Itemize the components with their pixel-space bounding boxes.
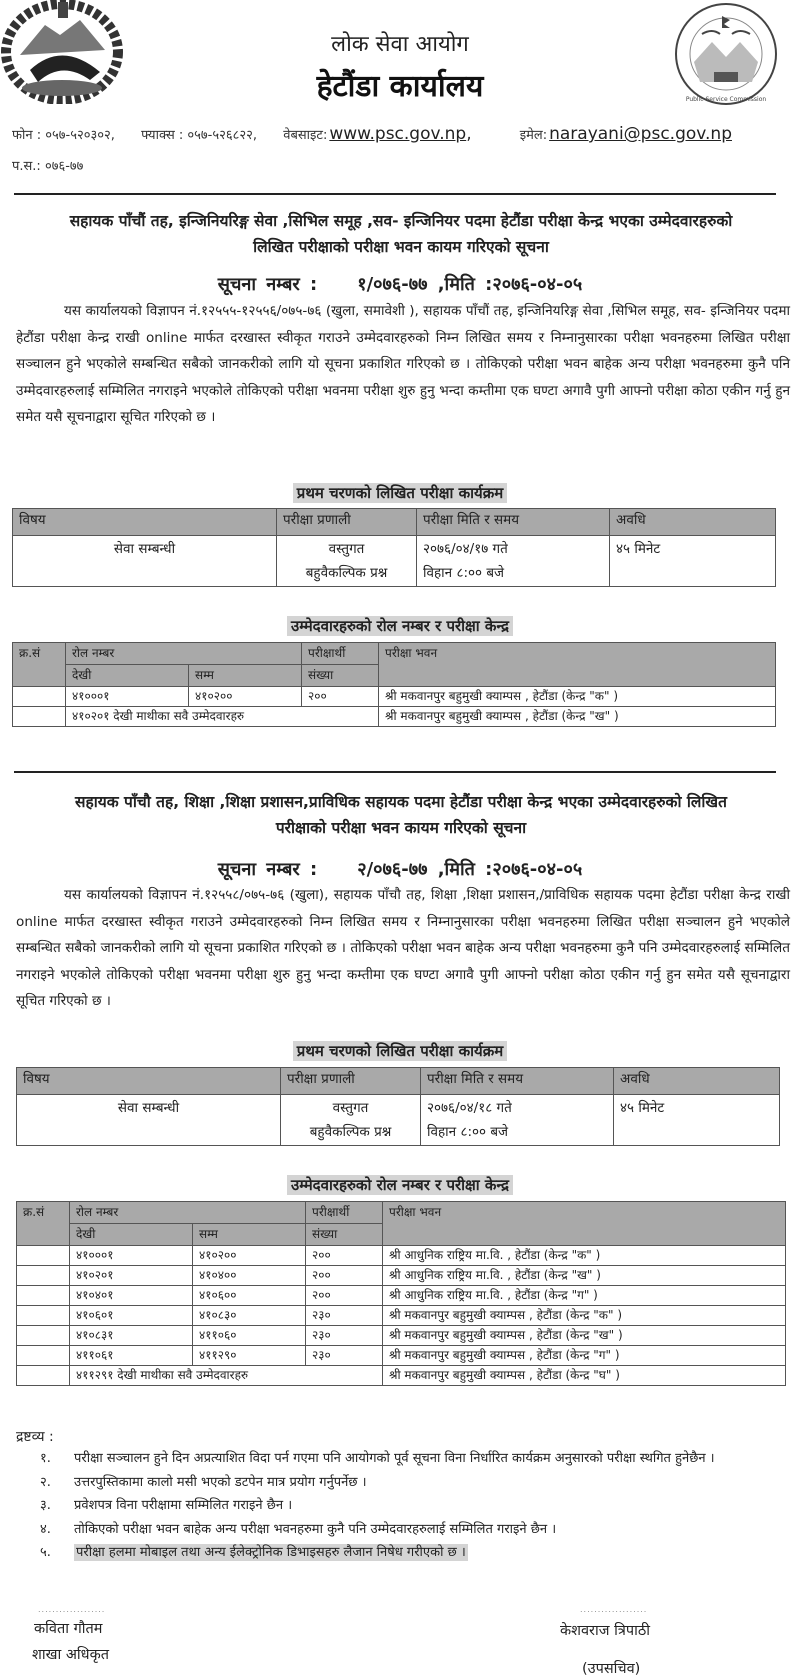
divider	[14, 771, 776, 773]
header-from: देखी	[66, 665, 189, 687]
subject: सेवा सम्बन्धी	[13, 536, 277, 587]
notice2-roll-table	[16, 1201, 786, 1386]
table-row	[17, 1326, 786, 1346]
notes-list	[40, 1447, 715, 1565]
notice2-roll-heading: उम्मेदवारहरुको रोल नम्बर र परीक्षा केन्द्र	[287, 1175, 513, 1195]
phone: फोन : ०५७-५२०३०२,	[12, 128, 115, 143]
header-from: देखी	[70, 1224, 193, 1246]
org-name: लोक सेवा आयोग	[331, 32, 469, 57]
exam-system-line1: वस्तुगत	[332, 1100, 369, 1116]
notice1-number-value: १/०७६-७७ ,मिति :२०७६-०४-०५	[357, 274, 583, 295]
serial-number	[17, 1346, 70, 1366]
left-signatory-title: शाखा अधिकृत	[32, 1647, 109, 1663]
notes-heading: द्रष्टव्य :	[16, 1429, 54, 1445]
notice2-number-label: सूचना नम्बर :	[217, 859, 318, 880]
candidate-count: २००	[306, 1246, 383, 1266]
header-system: परीक्षा प्रणाली	[277, 509, 417, 536]
roll-from: ४१०२०१	[70, 1266, 193, 1286]
roll-to: ४११२९०	[193, 1346, 306, 1366]
exam-hall: श्री मकवानपुर बहुमुखी क्याम्पस , हेटौंडा (केन्द्र "ग" )	[383, 1346, 786, 1366]
notice1-schedule-table	[12, 508, 776, 587]
candidate-count: २००	[306, 1266, 383, 1286]
notice1-title	[16, 208, 786, 260]
duration: ४५ मिनेट	[614, 1095, 780, 1146]
notice1-schedule-heading: प्रथम चरणको लिखित परीक्षा कार्यक्रम	[293, 483, 507, 503]
roll-from: ४१०४०१	[70, 1286, 193, 1306]
office-name: हेटौंडा कार्यालय	[316, 69, 484, 104]
candidate-count: २००	[306, 1286, 383, 1306]
candidate-count: २३०	[306, 1326, 383, 1346]
note-item	[40, 1518, 715, 1542]
serial-number	[17, 1266, 70, 1286]
roll-from: ४१०००१	[66, 687, 189, 707]
exam-datetime	[421, 1095, 614, 1146]
notice2-title-line1: सहायक पाँचौ तह, शिक्षा ,शिक्षा प्रशासन,प्राविधिक सहायक पदमा हेटौंडा परीक्षा केन्द्र भएका उम्मेदवारहरुको लिखित	[75, 793, 727, 811]
table-row	[17, 1306, 786, 1326]
website-link[interactable]: www.psc.gov.np	[329, 124, 467, 144]
header-subject: विषय	[13, 509, 277, 536]
roll-to: ४१०२००	[189, 687, 302, 707]
exam-system-line2: बहुवैकल्पिक प्रश्न	[309, 1124, 392, 1140]
exam-system-line2: बहुवैकल्पिक प्रश्न	[305, 565, 388, 581]
exam-time: विहान ८:०० बजे	[423, 565, 505, 581]
exam-date: २०७६/०४/१७ गते	[423, 541, 508, 557]
right-signature-line: ...................	[580, 1605, 648, 1614]
website-group	[283, 124, 493, 144]
header-count-line2: संख्या	[306, 1224, 383, 1246]
table-row	[13, 687, 776, 707]
notice2-roll-heading-wrap	[0, 1175, 800, 1195]
left-signature-line: ...................	[38, 1605, 106, 1614]
notice2-number-value: २/०७६-७७ ,मिति :२०७६-०४-०५	[357, 859, 583, 880]
notice2-schedule-table	[16, 1067, 780, 1146]
header-count: परीक्षार्थी	[306, 1202, 383, 1224]
note-text: प्रवेशपत्र विना परीक्षामा सम्मिलित गराइने छैन ।	[74, 1498, 293, 1513]
header-to: सम्म	[193, 1224, 306, 1246]
psc-seal-text: Public Service Commission	[685, 96, 767, 103]
right-signatory-name: केशवराज त्रिपाठी	[560, 1623, 651, 1639]
header-sn: क्र.सं	[13, 643, 66, 687]
note-number: ५.	[40, 1545, 51, 1560]
table-row	[17, 1366, 786, 1386]
notice2-title	[16, 789, 786, 841]
left-signatory-name: कविता गौतम	[34, 1621, 103, 1637]
exam-system	[281, 1095, 421, 1146]
fiscal-reference: प.स.: ०७६-७७	[12, 159, 84, 174]
serial-number	[17, 1326, 70, 1346]
exam-hall: श्री मकवानपुर बहुमुखी क्याम्पस , हेटौंडा (केन्द्र "ख" )	[379, 707, 776, 727]
header-hall: परीक्षा भवन	[379, 643, 776, 687]
header-duration: अवधि	[614, 1068, 780, 1095]
roll-to: ४१०८३०	[193, 1306, 306, 1326]
contact-line	[12, 124, 754, 144]
notice2-schedule-heading-wrap	[0, 1041, 800, 1061]
serial-number	[17, 1366, 70, 1386]
divider	[14, 193, 776, 195]
table-row	[17, 1286, 786, 1306]
serial-number	[13, 687, 66, 707]
subject: सेवा सम्बन्धी	[17, 1095, 281, 1146]
notice1-roll-heading-wrap	[0, 616, 800, 636]
notice1-number	[0, 272, 800, 296]
email-label: इमेल:	[519, 128, 548, 143]
website-suffix: ,	[466, 124, 472, 144]
fax: फ्याक्स : ०५७-५२६८२२,	[141, 128, 258, 143]
website-label: वेबसाइट:	[283, 128, 328, 143]
roll-to: ४१०६००	[193, 1286, 306, 1306]
right-signatory-title: (उपसचिव)	[582, 1661, 641, 1677]
note-item	[40, 1471, 715, 1495]
header-count-line2: संख्या	[302, 665, 379, 687]
header-datetime: परीक्षा मिति र समय	[417, 509, 610, 536]
exam-date: २०७६/०४/१८ गते	[427, 1100, 512, 1116]
note-text: परीक्षा सञ्चालन हुने दिन अप्रत्याशित विदा पर्न गएमा पनि आयोगको पूर्व सूचना विना निर्धारित कार्यक्रम अनुसारको परीक्षा स्थगित हुनेछैन ।	[74, 1451, 715, 1466]
exam-system-line1: वस्तुगत	[328, 541, 365, 557]
table-row	[17, 1246, 786, 1266]
note-item	[40, 1447, 715, 1471]
notice1-title-line1: सहायक पाँचौं तह, इन्जिनियरिङ्ग सेवा ,सिभिल समूह ,सव- इन्जिनियर पदमा हेटौंडा परीक्षा केन्द्र भएका उम्मेदवारहरुको	[69, 212, 733, 230]
header-duration: अवधि	[610, 509, 776, 536]
notice2-schedule-heading: प्रथम चरणको लिखित परीक्षा कार्यक्रम	[293, 1041, 507, 1061]
notice2-body: यस कार्यालयको विज्ञापन नं.१२५५८/०७५-७६ (खुला), सहायक पाँचौ तह, शिक्षा ,शिक्षा प्रशासन,/प्राविधिक सहायक पदमा हेटौंडा परीक्षा केन्द्र राखी online मार्फत दरखास्त स्वीकृत गराउने उम्मेदवारहरुको निम्न लिखित समय र निम्नानुसारका परीक्षा भवनहरुमा लिखित परीक्षा सञ्चालन हुने भएकोले सम्बन्धित सबैको जानकरीको लागि यो सूचना प्रकाशित गरिएको छ । तोकिएको परीक्षा भवन बाहेक अन्य परीक्षा भवनहरुमा कुनै पनि उम्मेदवारहरुलाई सम्मिलित नगराइने भएकोले तोकिएको परीक्षा भवनमा परीक्षा शुरु हुनु भन्दा कम्तीमा एक घण्टा अगावै पुगी आफ्नो परीक्षा कोठा एकीन गर्नु हुन समेत यसै सूचनाद्वारा सूचित गरिएको छ ।	[16, 887, 790, 1009]
notice1-title-line2: लिखित परीक्षाको परीक्षा भवन कायम गरिएको सूचना	[253, 238, 549, 256]
note-number: ४.	[40, 1521, 51, 1537]
exam-hall: श्री आधुनिक राष्ट्रिय मा.वि. , हेटौंडा (केन्द्र "क" )	[383, 1246, 786, 1266]
candidate-count: २३०	[306, 1306, 383, 1326]
header-hall: परीक्षा भवन	[383, 1202, 786, 1246]
header-system: परीक्षा प्रणाली	[281, 1068, 421, 1095]
note-number: २.	[40, 1474, 51, 1490]
table-row	[13, 536, 776, 587]
notice1-schedule-heading-wrap	[0, 483, 800, 503]
exam-time: विहान ८:०० बजे	[427, 1124, 509, 1140]
note-number: १.	[40, 1451, 51, 1466]
roll-to: ४१०४००	[193, 1266, 306, 1286]
notice1-body: यस कार्यालयको विज्ञापन नं.१२५५५-१२५५६/०७५-७६ (खुला, समावेशी ), सहायक पाँचौं तह, इन्जिनियरिङ्ग सेवा ,सिभिल समूह, सव- इन्जिनियर पदमा हेटौंडा परीक्षा केन्द्र राखी online मार्फत दरखास्त स्वीकृत गराउने उम्मेदवारहरुको निम्न लिखित समय र निम्नानुसारका परीक्षा भवनहरुमा लिखित परीक्षा सञ्चालन हुने भएकोले सम्बन्धित सबैको जानकरीको लागि यो सूचना प्रकाशित गरिएको छ । तोकिएको परीक्षा भवन बाहेक अन्य परीक्षा भवनहरुमा कुनै पनि उम्मेदवारहरुलाई सम्मिलित नगराइने भएकोले तोकिएको परीक्षा भवनमा परीक्षा शुरु हुनु भन्दा कम्तीमा एक घण्टा अगावै पुगी आफ्नो परीक्षा कोठा एकीन गर्नु हुन समेत यसै सूचनाद्वारा सूचित गरिएको छ ।	[16, 303, 790, 425]
note-text: तोकिएको परीक्षा भवन बाहेक अन्य परीक्षा भवनहरुमा कुनै पनि उम्मेदवारहरुलाई सम्मिलित गराइने छैन ।	[74, 1521, 557, 1537]
roll-from: ४१०६०१	[70, 1306, 193, 1326]
note-text: उत्तरपुस्तिकामा कालो मसी भएको डटपेन मात्र प्रयोग गर्नुपर्नेछ ।	[74, 1474, 367, 1490]
roll-to: ४११०६०	[193, 1326, 306, 1346]
header-roll: रोल नम्बर	[66, 643, 302, 665]
note-text: परीक्षा हलमा मोबाइल तथा अन्य ईलेक्ट्रोनिक डिभाइसहरु लैजान निषेध गरीएको छ ।	[76, 1545, 466, 1560]
exam-system	[277, 536, 417, 587]
exam-hall: श्री मकवानपुर बहुमुखी क्याम्पस , हेटौंडा (केन्द्र "ख" )	[383, 1326, 786, 1346]
exam-hall: श्री मकवानपुर बहुमुखी क्याम्पस , हेटौंडा (केन्द्र "क" )	[379, 687, 776, 707]
roll-range: ४११२९१ देखी माथीका सवै उम्मेदवारहरु	[70, 1366, 383, 1386]
serial-number	[17, 1286, 70, 1306]
candidate-count: २००	[302, 687, 379, 707]
exam-hall: श्री आधुनिक राष्ट्रिय मा.वि. , हेटौंडा (केन्द्र "ग" )	[383, 1286, 786, 1306]
serial-number	[17, 1246, 70, 1266]
roll-from: ४१०००१	[70, 1246, 193, 1266]
exam-datetime	[417, 536, 610, 587]
notice1-roll-table	[12, 642, 776, 727]
candidate-count: २३०	[306, 1346, 383, 1366]
header-to: सम्म	[189, 665, 302, 687]
roll-range: ४१०२०१ देखी माथीका सवै उम्मेदवारहरु	[66, 707, 379, 727]
note-number: ३.	[40, 1498, 51, 1513]
notice1-roll-heading: उम्मेदवारहरुको रोल नम्बर र परीक्षा केन्द्र	[287, 616, 513, 636]
table-row	[17, 1346, 786, 1366]
header-count: परीक्षार्थी	[302, 643, 379, 665]
exam-hall: श्री मकवानपुर बहुमुखी क्याम्पस , हेटौंडा (केन्द्र "घ" )	[383, 1366, 786, 1386]
duration: ४५ मिनेट	[610, 536, 776, 587]
notice2-title-line2: परीक्षाको परीक्षा भवन कायम गरिएको सूचना	[275, 819, 527, 837]
roll-from: ४१०८३१	[70, 1326, 193, 1346]
serial-number	[17, 1306, 70, 1326]
exam-hall: श्री आधुनिक राष्ट्रिय मा.वि. , हेटौंडा (केन्द्र "ख" )	[383, 1266, 786, 1286]
note-item	[40, 1541, 715, 1565]
note-item	[40, 1494, 715, 1518]
header-datetime: परीक्षा मिति र समय	[421, 1068, 614, 1095]
table-row	[13, 707, 776, 727]
header-sn: क्र.सं	[17, 1202, 70, 1246]
table-row	[17, 1095, 780, 1146]
exam-hall: श्री मकवानपुर बहुमुखी क्याम्पस , हेटौंडा (केन्द्र "क" )	[383, 1306, 786, 1326]
table-row	[17, 1266, 786, 1286]
notice2-number	[0, 857, 800, 881]
header-roll: रोल नम्बर	[70, 1202, 306, 1224]
header-subject: विषय	[17, 1068, 281, 1095]
notice1-number-label: सूचना नम्बर :	[217, 274, 318, 295]
serial-number	[13, 707, 66, 727]
roll-from: ४११०६१	[70, 1346, 193, 1366]
email-group	[519, 124, 732, 144]
email-link[interactable]: narayani@psc.gov.np	[549, 124, 732, 144]
roll-to: ४१०२००	[193, 1246, 306, 1266]
